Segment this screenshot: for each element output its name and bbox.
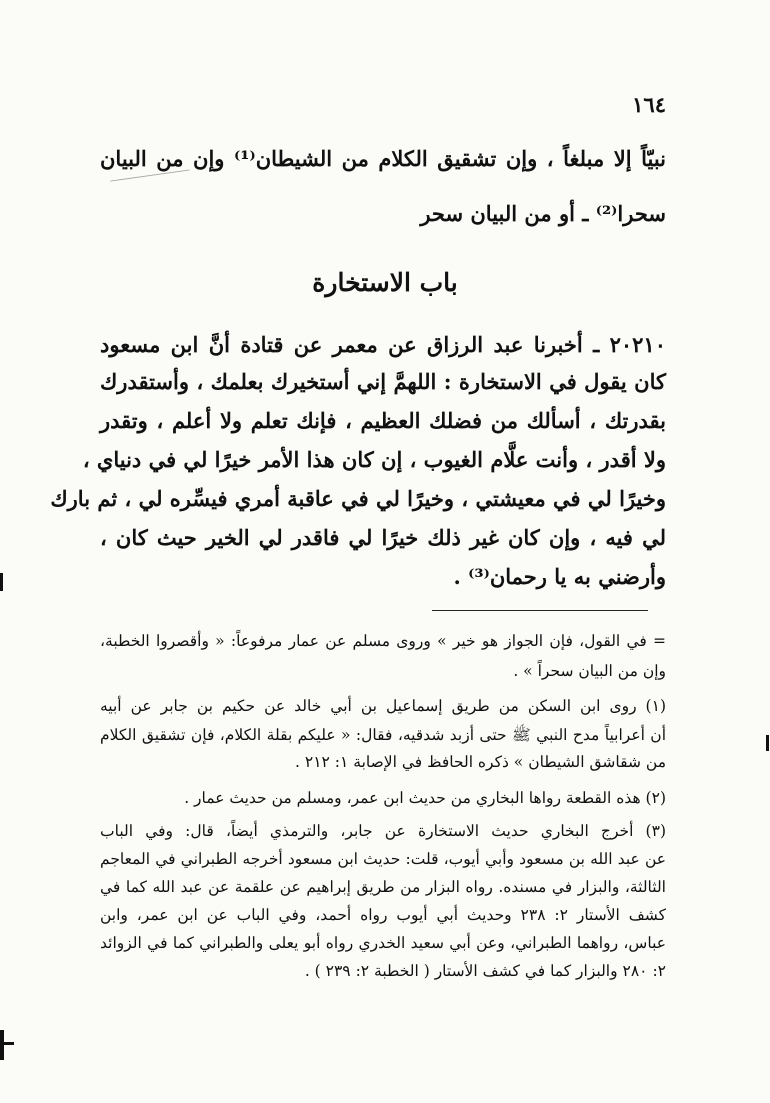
- text-line: نبيّاً إلا مبلغاً ، وإن تشقيق الكلام من الشيطان⁽¹⁾ وإن من البيان: [100, 146, 667, 171]
- footnote-3-line: (٣) أخرج البخاري حديث الاستخارة عن جابر، والترمذي أيضاً، قال: وفي الباب: [100, 822, 666, 840]
- scan-margin-mark: [0, 1030, 4, 1060]
- scan-stroke: [110, 169, 189, 181]
- hadith-line: ٢٠٢١٠ ـ أخبرنا عبد الرزاق عن معمر عن قتادة أنَّ ابن مسعود: [100, 332, 666, 357]
- footnote-1-line: (١) روى ابن السكن من طريق إسماعيل بن أبي خالد عن حكيم بن جابر عن أبيه: [100, 697, 666, 715]
- footnote-3-line: عباس، رواهما الطبراني، وعن أبي سعيد الخدري رواه أبو يعلى والطبراني كما في الزوائد: [100, 934, 666, 952]
- footnote-3-line: كشف الأستار ٢: ٢٣٨ وحديث أبي أيوب رواه أحمد، وفي الباب عن ابن عمر، وابن: [100, 906, 666, 924]
- footnote-3-line: عن عبد الله بن مسعود وأبي أيوب، قلت: حديث ابن مسعود أخرجه الطبراني في المعاجم: [100, 850, 666, 868]
- footnote-line: وإن من البيان سحراً » .: [513, 662, 666, 680]
- hadith-line: كان يقول في الاستخارة : اللهمَّ إني أستخيرك بعلمك ، وأستقدرك: [100, 369, 666, 394]
- footnote-3-line: ٢: ٢٨٠ والبزار كما في كشف الأستار ( الخطبة ٢: ٢٣٩ ) .: [304, 962, 666, 980]
- footnote-2-line: (٢) هذه القطعة رواها البخاري من حديث ابن عمر، ومسلم من حديث عمار .: [184, 789, 666, 807]
- hadith-line: وخيرًا لي في معيشتي ، وخيرًا لي في عاقبة أمري فيسِّره لي ، ثم بارك: [50, 486, 666, 511]
- footnote-separator: [432, 610, 648, 611]
- scan-margin-mark: [766, 735, 769, 751]
- hadith-line: وأرضني به يا رحمان⁽³⁾ .: [453, 564, 666, 589]
- hadith-line: بقدرتك ، أسألك من فضلك العظيم ، فإنك تعلم ولا أعلم ، وتقدر: [100, 408, 666, 433]
- page-number: ١٦٤: [632, 92, 666, 117]
- footnote-3-line: الثالثة، والبزار في مسنده. رواه البزار من طريق إبراهيم عن علقمة عن عبد الله كما في: [100, 878, 666, 896]
- hadith-line: لي فيه ، وإن كان غير ذلك خيرًا لي فاقدر لي الخير حيث كان ،: [100, 525, 666, 550]
- scan-margin-mark: [0, 573, 3, 591]
- footnote-1-line: أن أعرابياً مدح النبي ﷺ حتى أزبد شدقيه، فقال: « عليكم بقلة الكلام، فإن تشقيق الكلام: [100, 726, 666, 744]
- scan-margin-mark: [0, 1042, 14, 1045]
- chapter-title: باب الاستخارة: [312, 268, 458, 297]
- footnote-1-line: من شقاشق الشيطان » ذكره الحافظ في الإصابة ١: ٢١٢ .: [295, 753, 666, 771]
- footnote-line: = في القول، فإن الجواز هو خير » وروى مسلم عن عمار مرفوعاً: « وأقصروا الخطبة،: [100, 632, 666, 650]
- hadith-line: ولا أقدر ، وأنت علَّام الغيوب ، إن كان هذا الأمر خيرًا لي في دنياي ،: [82, 447, 666, 472]
- text-line: سحرا⁽²⁾ ـ أو من البيان سحر: [420, 201, 666, 226]
